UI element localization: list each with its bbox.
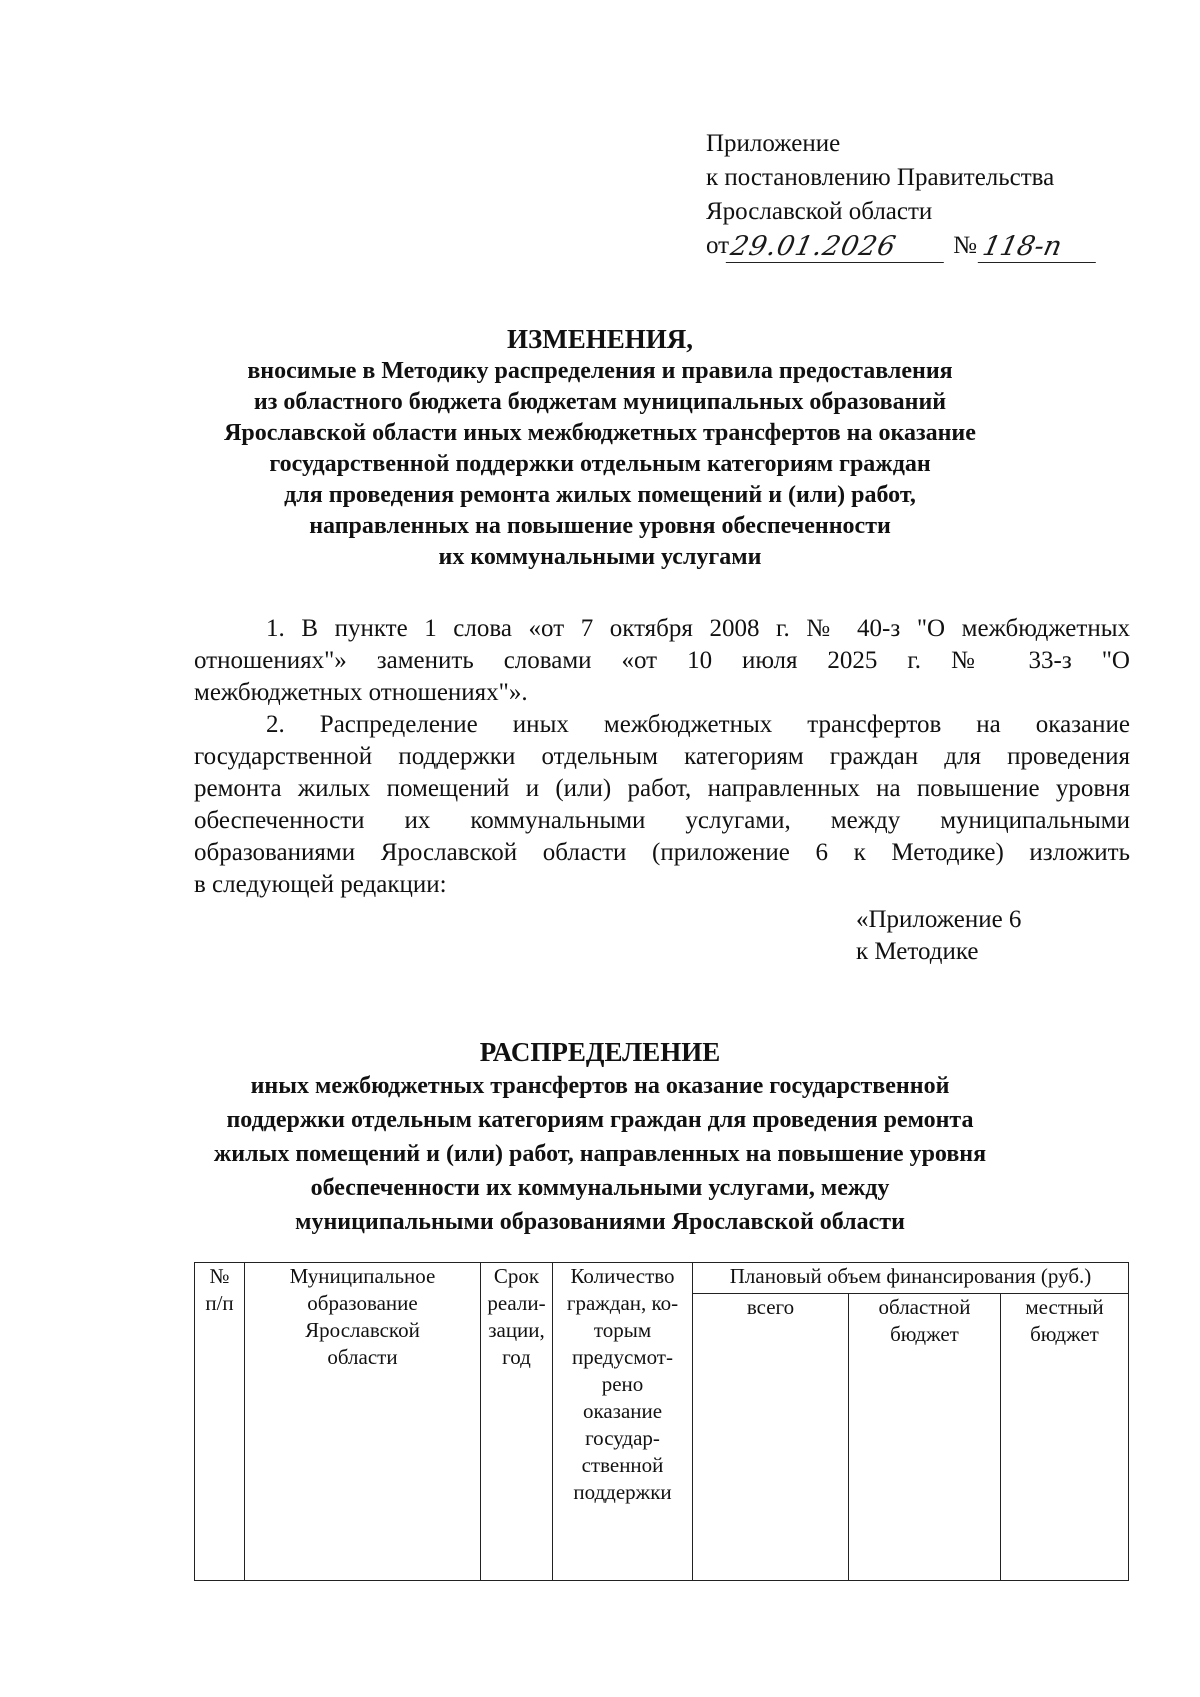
paragraph-line: образованиями Ярославской области (приложение 6 к Методике) изложить [194, 839, 1130, 866]
annex6-methodology: к Методике [856, 938, 979, 965]
paragraph-line: обеспеченности их коммунальными услугами, между муниципальными [194, 807, 1130, 834]
changes-subtitle-line: для проведения ремонта жилых помещений и (или) работ, [284, 482, 916, 508]
header-local-budget [1001, 1294, 1129, 1581]
annex-region: Ярославской области [706, 198, 933, 225]
header-line: зации, [488, 1318, 545, 1342]
paragraph-2 [194, 709, 1130, 901]
distribution-subtitle-line: жилых помещений и (или) работ, направленных на повышение уровня [213, 1141, 987, 1167]
header-line: № [209, 1264, 230, 1288]
changes-subtitle-line: направленных на повышение уровня обеспеченности [309, 513, 891, 539]
annex-title: Приложение [706, 130, 841, 157]
distribution-table [194, 1262, 1129, 1581]
header-line: год [502, 1345, 531, 1369]
header-line: Ярославской [305, 1318, 420, 1342]
header-regional-budget [849, 1294, 1001, 1581]
header-line: местный [1025, 1295, 1104, 1319]
header-citizens-count [553, 1263, 693, 1581]
handwritten-date: 29.01.2026 [726, 232, 951, 263]
header-line: торым [593, 1318, 652, 1342]
header-line: ственной [581, 1453, 664, 1477]
header-line: Муниципальное [289, 1264, 436, 1288]
header-line: п/п [205, 1291, 234, 1315]
distribution-subtitle-line: поддержки отдельным категориям граждан для проведения ремонта [226, 1107, 974, 1133]
changes-subtitle-line: их коммунальными услугами [438, 544, 762, 570]
header-line: бюджет [890, 1322, 959, 1346]
header-line: Количество [570, 1264, 675, 1288]
changes-subtitle-line: из областного бюджета бюджетам муниципальных образований [253, 389, 947, 415]
changes-subtitle-line: Ярославской области иных межбюджетных трансфертов на оказание [224, 420, 976, 446]
annex6-block [856, 904, 1021, 968]
changes-subtitle [150, 356, 1050, 573]
date-prefix: от [706, 232, 730, 259]
paragraph-line: ремонта жилых помещений и (или) работ, направленных на повышение уровня [194, 775, 1130, 802]
changes-title: ИЗМЕНЕНИЯ, [506, 324, 693, 354]
header-line: областной [878, 1295, 971, 1319]
distribution-title: РАСПРЕДЕЛЕНИЕ [479, 1037, 721, 1067]
changes-subtitle-line: вносимые в Методику распределения и правила предоставления [247, 358, 953, 384]
paragraph-line: государственной поддержки отдельным категориям граждан для проведения [194, 743, 1130, 770]
header-line: государ- [585, 1426, 660, 1450]
header-municipality [245, 1263, 481, 1581]
annex-block [706, 127, 1099, 263]
paragraph-line: межбюджетных отношениях"». [194, 679, 528, 706]
header-line: образование [307, 1291, 418, 1315]
header-planned-funding: Плановый объем финансирования (руб.) [693, 1263, 1129, 1294]
header-line: рено [601, 1372, 644, 1396]
header-line: поддержки [573, 1480, 672, 1504]
paragraph-line: 1. В пункте 1 слова «от 7 октября 2008 г. № 40-з "О межбюджетных [266, 615, 1130, 642]
header-line: бюджет [1030, 1322, 1099, 1346]
header-term [481, 1263, 553, 1581]
header-line: всего [746, 1295, 795, 1319]
paragraph-line: 2. Распределение иных межбюджетных трансфертов на оказание [266, 711, 1130, 738]
distribution-subtitle-line: муниципальными образованиями Ярославской области [295, 1209, 905, 1235]
paragraph-line: в следующей редакции: [194, 871, 447, 898]
annex-date-number [706, 229, 1099, 263]
header-line: оказание [582, 1399, 663, 1423]
distribution-subtitle-line: иных межбюджетных трансфертов на оказание государственной [250, 1073, 950, 1099]
header-total [693, 1294, 849, 1581]
header-line: Срок [493, 1264, 540, 1288]
annex-resolution: к постановлению Правительства [706, 164, 1055, 191]
distribution-subtitle [150, 1069, 1050, 1239]
header-line: области [327, 1345, 398, 1369]
header-line: граждан, ко- [566, 1291, 679, 1315]
paragraph-1 [194, 613, 1130, 709]
header-number [195, 1263, 245, 1581]
paragraph-line: отношениях"» заменить словами «от 10 июля 2025 г. № 33-з "О [194, 647, 1130, 674]
header-line: реали- [487, 1291, 546, 1315]
number-sign: № [953, 232, 977, 259]
changes-subtitle-line: государственной поддержки отдельным категориям граждан [269, 451, 931, 477]
distribution-subtitle-line: обеспеченности их коммунальными услугами, между [310, 1175, 890, 1201]
annex6-title: «Приложение 6 [856, 906, 1022, 933]
header-line: предусмот- [572, 1345, 673, 1369]
handwritten-number: 118-п [978, 232, 1103, 263]
